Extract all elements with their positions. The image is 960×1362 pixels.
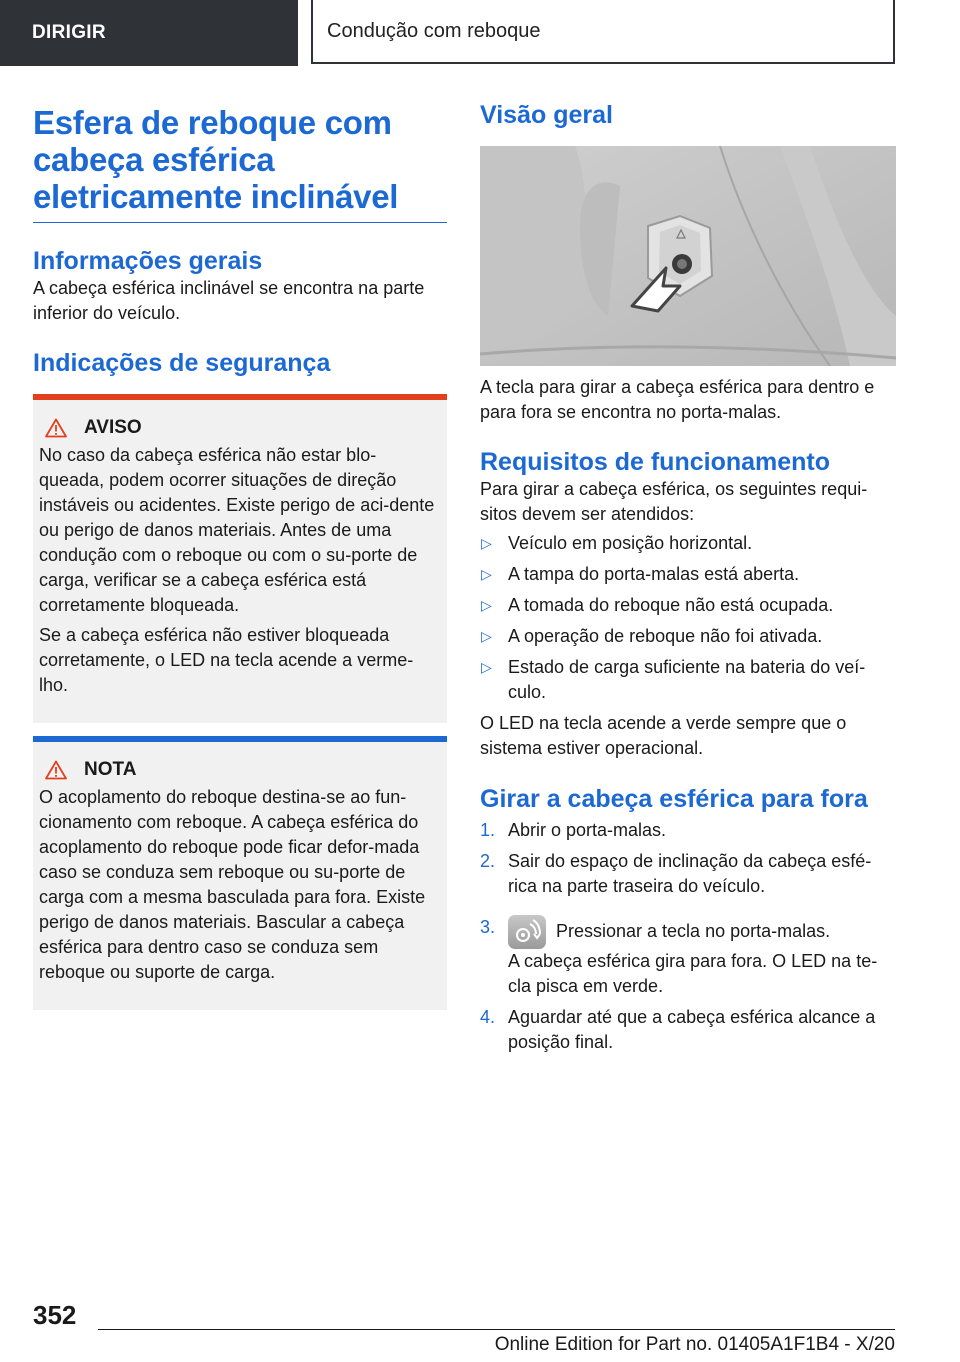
title-rule	[33, 222, 447, 223]
list-item: ▷ A tomada do reboque não está ocupada.	[480, 593, 896, 618]
warning-paragraph-2: Se a cabeça esférica não estiver bloqueada corretamente, o LED na tecla acende a verme-lho.	[39, 625, 414, 695]
requirements-intro: Para girar a cabeça esférica, os seguintes requi-sitos devem ser atendidos:	[480, 479, 868, 524]
step-item: 2. Sair do espaço de inclinação da cabeça esfé-rica na parte traseira do veículo.	[480, 851, 872, 896]
step-item: 3. Pressionar a tecla no porta-malas. A cabeça esférica gira para fora. O LED na te-cla pisca em verde.	[480, 917, 878, 996]
warning-label: AVISO	[84, 417, 142, 438]
triangle-bullet-icon: ▷	[481, 566, 492, 582]
step-item: 4. Aguardar até que a cabeça esférica alcance a posição final.	[480, 1007, 876, 1052]
title-line-1: Esfera de reboque com	[33, 104, 392, 141]
extend-heading: Girar a cabeça esférica para fora	[480, 785, 868, 813]
warning-triangle-icon	[45, 418, 67, 438]
list-item: ▷ Veículo em posição horizontal.	[480, 531, 896, 556]
triangle-bullet-icon: ▷	[481, 597, 492, 613]
footer-rule	[98, 1329, 895, 1330]
steps-list	[480, 818, 896, 1055]
page-number: 352	[33, 1300, 77, 1330]
general-info-text: A cabeça esférica inclinável se encontra na parte inferior do veículo.	[33, 278, 425, 323]
note-header	[39, 758, 439, 782]
left-column	[33, 104, 447, 1010]
title-line-2: cabeça esférica	[33, 141, 275, 178]
chapter-tab	[311, 0, 895, 64]
section-tab	[0, 0, 298, 66]
list-item: ▷ A operação de reboque não foi ativada.	[480, 624, 896, 649]
right-column	[480, 100, 896, 1061]
note-label: NOTA	[84, 759, 137, 780]
chapter-label: Condução com reboque	[327, 19, 541, 42]
step-item: 1. Abrir o porta-malas.	[480, 820, 667, 840]
requirements-outro: O LED na tecla acende a verde sempre que o sistema estiver operacional.	[480, 713, 847, 758]
step-3-result: A cabeça esférica gira para fora. O LED na te-cla pisca em verde.	[508, 951, 878, 996]
section-label: DIRIGIR	[32, 22, 106, 43]
list-item: ▷ Estado de carga suficiente na bateria do veí-culo.	[481, 657, 866, 702]
overview-heading: Visão geral	[480, 101, 613, 129]
title-line-3: eletricamente inclinável	[33, 178, 399, 215]
general-info-heading: Informações gerais	[33, 247, 263, 275]
edition-text: Online Edition for Part no. 01405A1F1B4 - X/20	[494, 1334, 895, 1355]
requirements-heading: Requisitos de funcionamento	[480, 448, 831, 476]
trunk-button-photo	[480, 146, 896, 366]
list-item: ▷ A tampa do porta-malas está aberta.	[480, 562, 896, 587]
caution-triangle-icon	[45, 760, 67, 780]
triangle-bullet-icon: ▷	[481, 535, 492, 551]
page-title	[33, 104, 447, 215]
overview-caption: A tecla para girar a cabeça esférica para dentro e para fora se encontra no porta-malas.	[480, 377, 875, 422]
note-box	[33, 736, 447, 1010]
requirements-list	[480, 531, 896, 705]
warning-box	[33, 394, 447, 723]
note-paragraph-1: O acoplamento do reboque destina-se ao fun-cionamento com reboque. A cabeça esférica do acoplamento do reboque pode ficar defor-mada caso se conduza sem reboque ou su-porte de carga com a mesma basculada para fora. Existe perigo de danos materiais. Bascular a cabeça esférica para dentro caso se conduza sem reboque ou suporte de carga.	[39, 787, 426, 982]
triangle-bullet-icon: ▷	[481, 628, 492, 644]
warning-paragraph-1: No caso da cabeça esférica não estar blo-queada, podem ocorrer situações de direção instáveis ou acidentes. Existe perigo de aci-dente ou perigo de danos materiais. Antes de uma condução com o reboque ou com o su-porte de carga, verificar se a cabeça esférica está corretamente bloqueada.	[39, 445, 435, 615]
tow-hitch-button-icon	[508, 915, 546, 949]
triangle-bullet-icon: ▷	[481, 659, 492, 675]
warning-header	[39, 416, 439, 440]
safety-heading: Indicações de segurança	[33, 349, 331, 377]
